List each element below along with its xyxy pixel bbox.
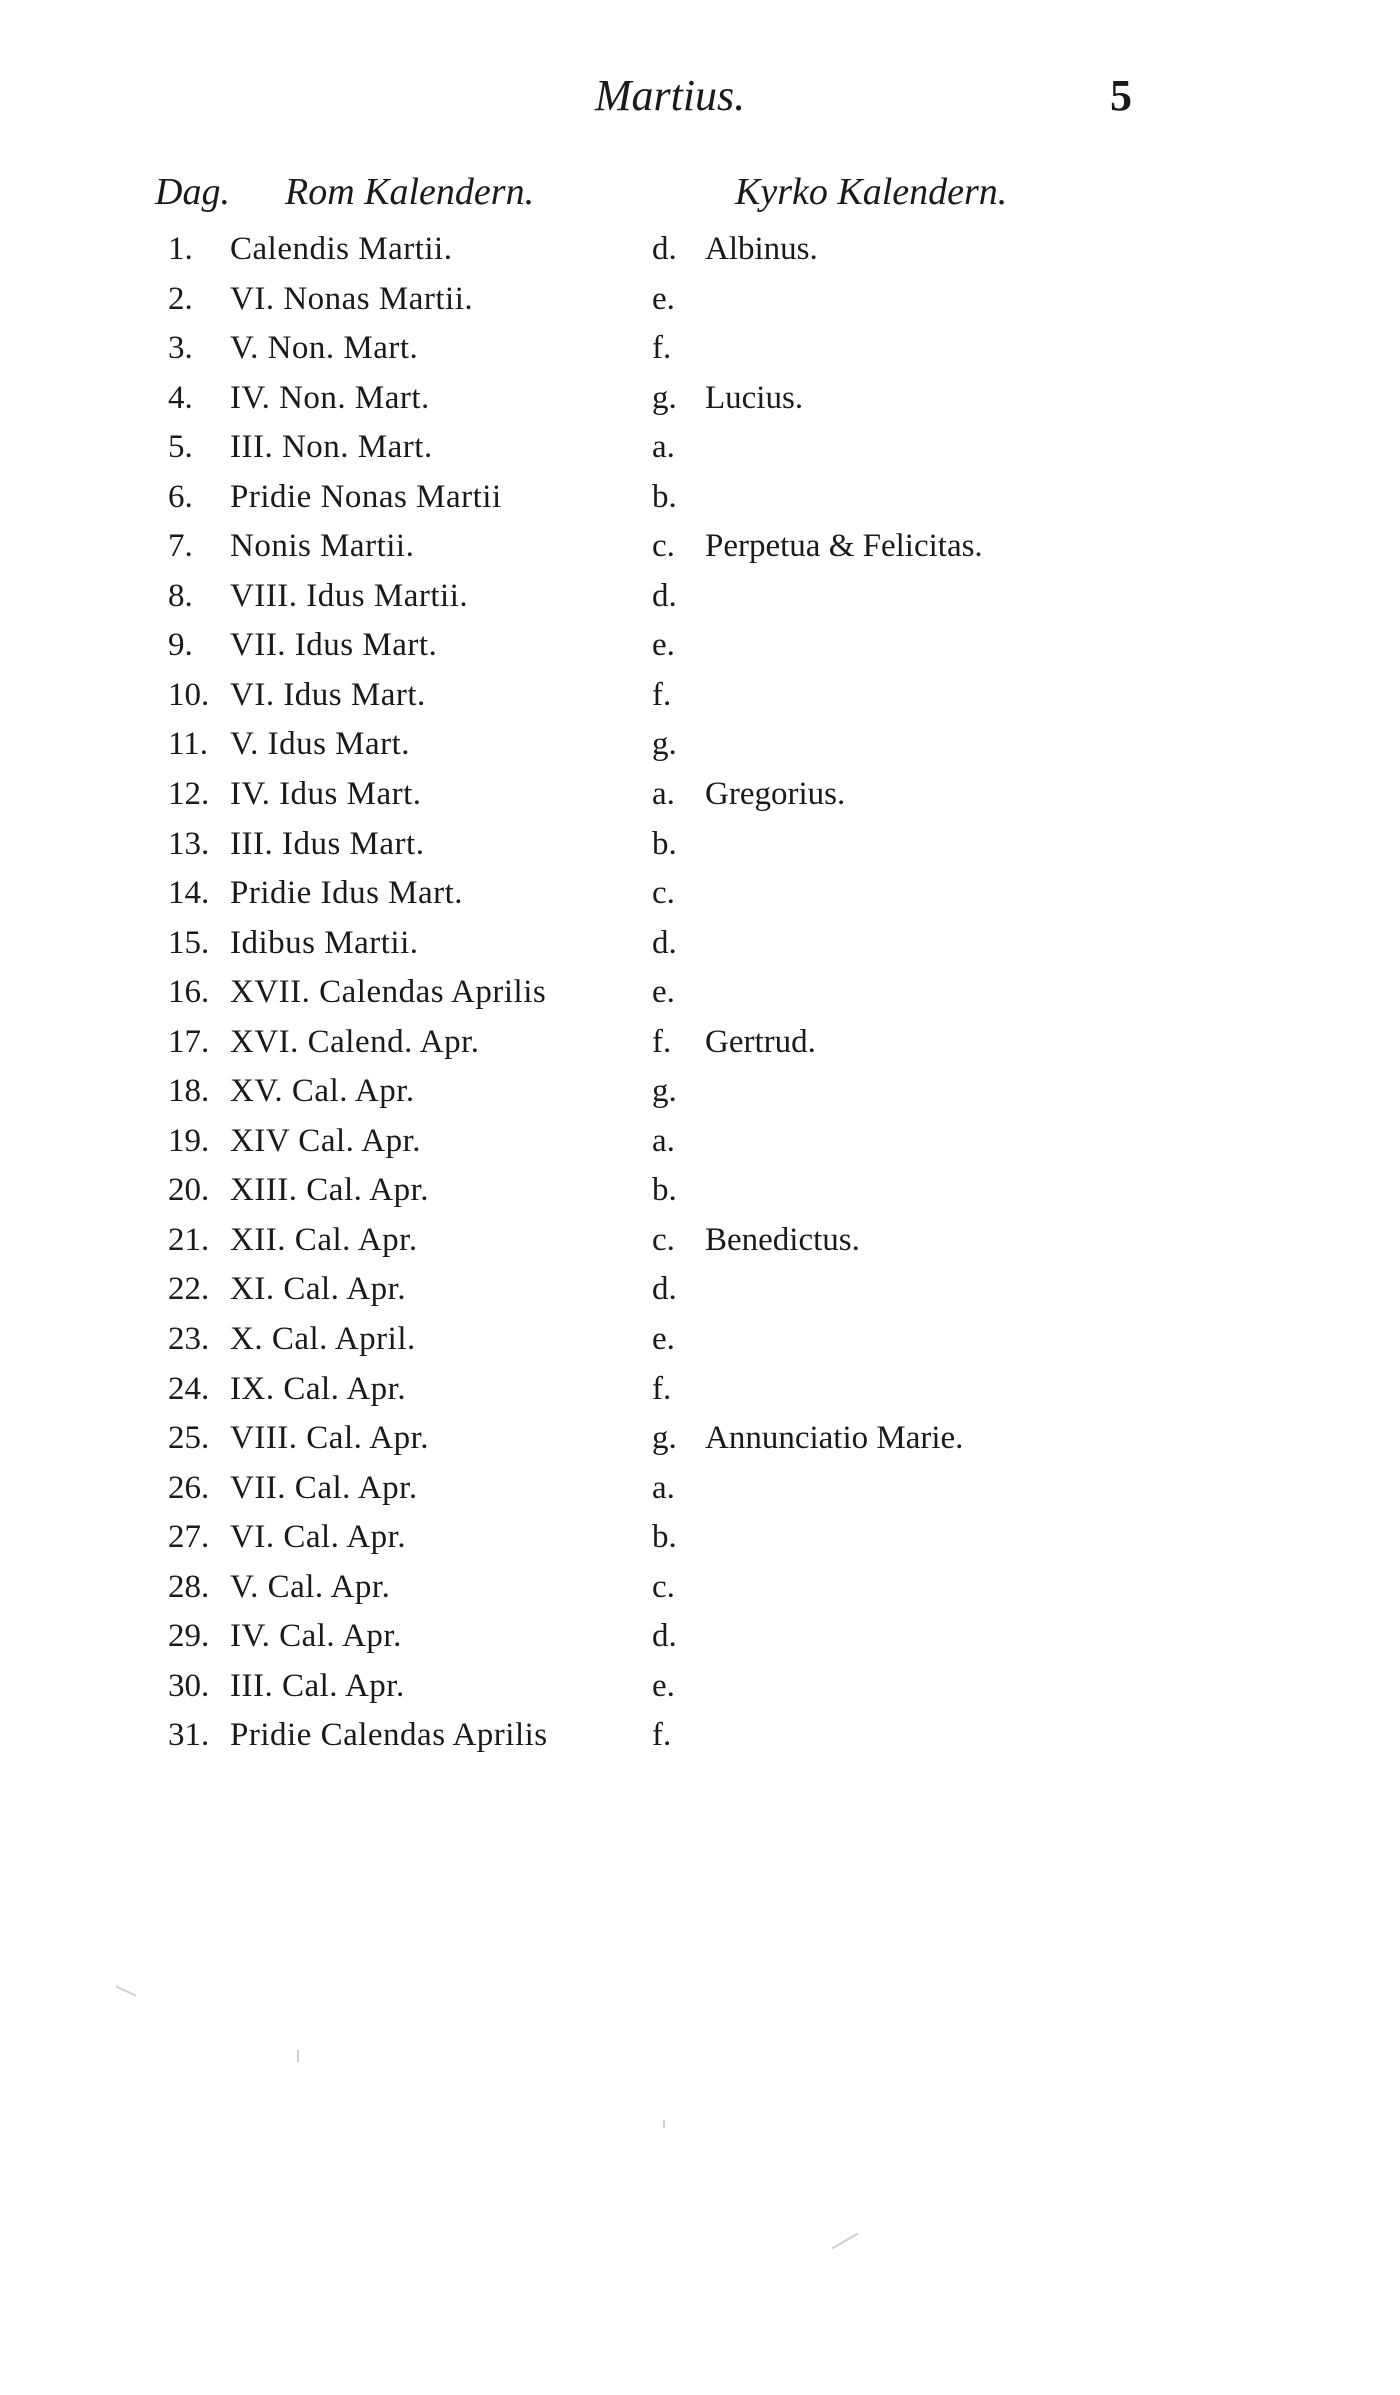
roman-date: III. Idus Mart. [230, 825, 425, 862]
calendar-row [0, 1067, 1400, 1117]
dominical-letter: b. [652, 1172, 677, 1209]
day-number: 30. [168, 1667, 210, 1704]
dominical-letter: a. [652, 1122, 675, 1159]
scan-speck [116, 1985, 137, 1996]
day-number: 19. [168, 1122, 210, 1159]
day-number: 15. [168, 924, 210, 961]
day-number: 21. [168, 1221, 210, 1258]
day-number: 22. [168, 1271, 210, 1308]
day-number: 2. [168, 280, 193, 317]
roman-date: VIII. Cal. Apr. [230, 1420, 430, 1457]
roman-date: III. Cal. Apr. [230, 1667, 405, 1704]
dominical-letter: f. [652, 1023, 672, 1060]
calendar-row [0, 1365, 1400, 1415]
day-number: 18. [168, 1073, 210, 1110]
calendar-row [0, 522, 1400, 572]
day-number: 26. [168, 1469, 210, 1506]
day-number: 25. [168, 1420, 210, 1457]
scan-speck [297, 2050, 299, 2062]
day-number: 16. [168, 974, 210, 1011]
calendar-row [0, 621, 1400, 671]
calendar-row [0, 324, 1400, 374]
dominical-letter: g. [652, 1420, 677, 1457]
roman-date: XV. Cal. Apr. [230, 1073, 415, 1110]
roman-date: V. Non. Mart. [230, 330, 419, 367]
saint-name: Benedictus. [705, 1221, 860, 1258]
dominical-letter: e. [652, 280, 675, 317]
roman-date: VII. Idus Mart. [230, 627, 438, 664]
calendar-table [0, 225, 1400, 1761]
dominical-letter: d. [652, 577, 677, 614]
calendar-row [0, 1612, 1400, 1662]
calendar-row [0, 720, 1400, 770]
calendar-row [0, 1166, 1400, 1216]
day-number: 24. [168, 1370, 210, 1407]
day-number: 1. [168, 231, 193, 267]
column-header-day: Dag. [155, 171, 230, 213]
dominical-letter: e. [652, 1321, 675, 1358]
calendar-row [0, 572, 1400, 622]
roman-date: Idibus Martii. [230, 924, 419, 961]
day-number: 11. [168, 726, 209, 763]
roman-date: Calendis Martii. [230, 231, 453, 267]
dominical-letter: d. [652, 1618, 677, 1655]
day-number: 17. [168, 1023, 210, 1060]
roman-date: IV. Non. Mart. [230, 379, 430, 416]
day-number: 29. [168, 1618, 210, 1655]
dominical-letter: a. [652, 429, 675, 466]
dominical-letter: e. [652, 627, 675, 664]
column-header-church-calendar: Kyrko Kalendern. [735, 171, 1008, 213]
dominical-letter: b. [652, 1519, 677, 1556]
roman-date: VII. Cal. Apr. [230, 1469, 418, 1506]
dominical-letter: d. [652, 1271, 677, 1308]
scan-speck [832, 2233, 859, 2250]
roman-date: IX. Cal. Apr. [230, 1370, 407, 1407]
day-number: 10. [168, 676, 210, 713]
day-number: 6. [168, 478, 193, 515]
dominical-letter: f. [652, 330, 672, 367]
calendar-row [0, 473, 1400, 523]
roman-date: IV. Cal. Apr. [230, 1618, 402, 1655]
saint-name: Perpetua & Felicitas. [705, 528, 983, 565]
calendar-row [0, 1563, 1400, 1613]
day-number: 13. [168, 825, 210, 862]
day-number: 20. [168, 1172, 210, 1209]
calendar-row [0, 1018, 1400, 1068]
roman-date: Pridie Nonas Martii [230, 478, 502, 515]
roman-date: XIII. Cal. Apr. [230, 1172, 430, 1209]
calendar-row [0, 968, 1400, 1018]
page-number: 5 [1110, 71, 1132, 120]
day-number: 12. [168, 776, 210, 813]
roman-date: Pridie Calendas Aprilis [230, 1717, 548, 1754]
calendar-row [0, 820, 1400, 870]
page-title: Martius. [594, 71, 746, 120]
dominical-letter: a. [652, 1469, 675, 1506]
day-number: 27. [168, 1519, 210, 1556]
calendar-row [0, 1265, 1400, 1315]
calendar-row [0, 1117, 1400, 1167]
calendar-row [0, 1513, 1400, 1563]
day-number: 5. [168, 429, 193, 466]
dominical-letter: e. [652, 974, 675, 1011]
calendar-row [0, 1662, 1400, 1712]
dominical-letter: g. [652, 726, 677, 763]
saint-name: Gertrud. [705, 1023, 816, 1060]
roman-date: V. Cal. Apr. [230, 1568, 391, 1605]
dominical-letter: f. [652, 676, 672, 713]
roman-date: VI. Nonas Martii. [230, 280, 474, 317]
day-number: 23. [168, 1321, 210, 1358]
dominical-letter: d. [652, 231, 677, 267]
calendar-row [0, 1315, 1400, 1365]
column-header-roman-calendar: Rom Kalendern. [285, 171, 535, 213]
saint-name: Gregorius. [705, 776, 846, 813]
day-number: 31. [168, 1717, 210, 1754]
calendar-row [0, 423, 1400, 473]
roman-date: IV. Idus Mart. [230, 776, 422, 813]
day-number: 28. [168, 1568, 210, 1605]
dominical-letter: c. [652, 528, 675, 565]
dominical-letter: e. [652, 1667, 675, 1704]
scan-speck [663, 2120, 665, 2128]
calendar-row [0, 275, 1400, 325]
day-number: 7. [168, 528, 193, 565]
calendar-row [0, 671, 1400, 721]
roman-date: X. Cal. April. [230, 1321, 416, 1358]
saint-name: Albinus. [705, 231, 818, 267]
roman-date: XIV Cal. Apr. [230, 1122, 422, 1159]
dominical-letter: a. [652, 776, 675, 813]
dominical-letter: d. [652, 924, 677, 961]
calendar-row [0, 1464, 1400, 1514]
roman-date: VI. Cal. Apr. [230, 1519, 407, 1556]
roman-date: XVII. Calendas Aprilis [230, 974, 547, 1011]
dominical-letter: c. [652, 1568, 675, 1605]
roman-date: VIII. Idus Martii. [230, 577, 469, 614]
calendar-row [0, 1414, 1400, 1464]
roman-date: Nonis Martii. [230, 528, 415, 565]
dominical-letter: b. [652, 825, 677, 862]
roman-date: III. Non. Mart. [230, 429, 433, 466]
saint-name: Annunciatio Marie. [705, 1420, 964, 1457]
dominical-letter: g. [652, 1073, 677, 1110]
calendar-row [0, 374, 1400, 424]
roman-date: V. Idus Mart. [230, 726, 411, 763]
roman-date: XI. Cal. Apr. [230, 1271, 407, 1308]
calendar-row [0, 770, 1400, 820]
dominical-letter: g. [652, 379, 677, 416]
dominical-letter: c. [652, 875, 675, 912]
roman-date: XVI. Calend. Apr. [230, 1023, 480, 1060]
roman-date: VI. Idus Mart. [230, 676, 426, 713]
dominical-letter: b. [652, 478, 677, 515]
day-number: 14. [168, 875, 210, 912]
calendar-row [0, 225, 1400, 275]
calendar-row [0, 1711, 1400, 1761]
day-number: 3. [168, 330, 193, 367]
calendar-row [0, 919, 1400, 969]
dominical-letter: c. [652, 1221, 675, 1258]
dominical-letter: f. [652, 1370, 672, 1407]
day-number: 9. [168, 627, 193, 664]
calendar-row [0, 869, 1400, 919]
roman-date: XII. Cal. Apr. [230, 1221, 418, 1258]
day-number: 4. [168, 379, 193, 416]
day-number: 8. [168, 577, 193, 614]
dominical-letter: f. [652, 1717, 672, 1754]
calendar-row [0, 1216, 1400, 1266]
saint-name: Lucius. [705, 379, 804, 416]
roman-date: Pridie Idus Mart. [230, 875, 464, 912]
